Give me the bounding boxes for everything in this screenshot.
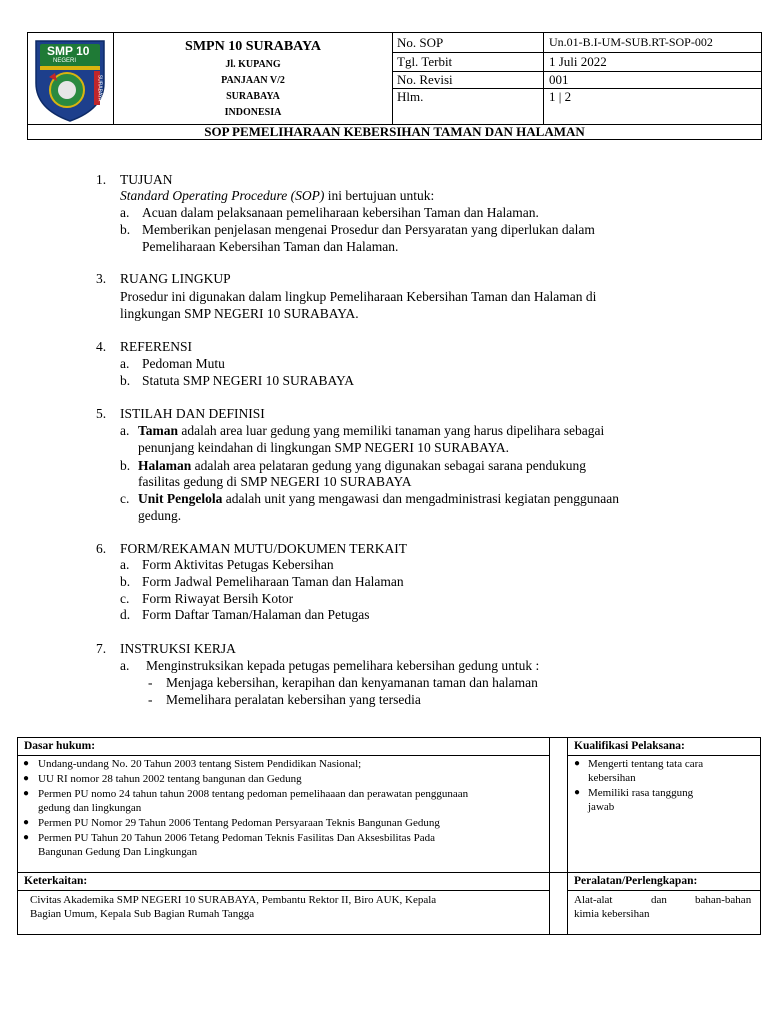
bullet-icon: ● [23,788,30,799]
meta-value-terbit: 1 Juli 2022 [549,54,607,69]
dasar-item-1: Undang-undang No. 20 Tahun 2003 tentang Sistem Pendidikan Nasional; [38,758,362,770]
section-4-item-a-mark: a. [120,356,130,371]
keterkaitan-line2: Bagian Umum, Kepala Sub Bagian Rumah Tangga [30,908,255,920]
term-taman: Taman [138,423,179,438]
header-table [27,32,762,140]
logo-top-text: SMP 10 [47,44,90,58]
dash-marker-2: - [148,692,153,707]
peralatan-word-3: bahan-bahan [695,894,752,906]
section-1-intro-italic: Standard Operating Procedure (SOP) [120,188,325,203]
keterkaitan-line1: Civitas Akademika SMP NEGERI 10 SURABAYA, Pembantu Rektor II, Biro AUK, Kepala [30,894,437,906]
info-table [17,737,761,935]
section-1-number: 1. [96,172,107,187]
meta-value-sop: Un.01-B.I-UM-SUB.RT-SOP-002 [549,35,713,49]
bullet-icon: ● [574,758,581,769]
bullet-icon: ● [23,773,30,784]
section-6-item-a: Form Aktivitas Petugas Kebersihan [142,557,334,572]
section-1-intro-rest: ini bertujuan untuk: [324,188,435,203]
section-7-heading: INSTRUKSI KERJA [120,641,236,656]
school-logo [31,35,109,123]
dasar-item-5-line1: Permen PU Tahun 20 Tahun 2006 Tetang Pedoman Teknis Fasilitas Dan Aksesbilitas Pada [38,832,435,844]
section-4-number: 4. [96,339,107,354]
kualifikasi-item-1-line2: kebersihan [588,772,636,784]
section-6-number: 6. [96,541,107,556]
section-7-number: 7. [96,641,107,656]
section-5-item-c: Unit Pengelola adalah unit yang mengawasi dan mengadministrasi kegiatan penggunaan [138,491,620,506]
section-5-item-a: Taman adalah area luar gedung yang memiliki tanaman yang harus dipelihara sebagai [138,423,605,438]
peralatan-word-2: dan [651,894,667,906]
section-1-intro [120,187,434,204]
peralatan-title: Peralatan/Perlengkapan: [574,875,698,887]
section-3-line2: lingkungan SMP NEGERI 10 SURABAYA. [120,306,359,321]
section-6-item-b: Form Jadwal Pemeliharaan Taman dan Halaman [142,574,404,589]
term-unit-pengelola: Unit Pengelola [138,491,223,506]
bullet-icon: ● [23,758,30,769]
bullet-icon: ● [23,832,30,843]
section-6-item-c: Form Riwayat Bersih Kotor [142,591,294,606]
logo-sub-text: NEGERI [53,58,77,64]
meta-value-revisi: 001 [549,72,569,87]
section-4-item-b-mark: b. [120,373,131,388]
section-5-number: 5. [96,406,107,421]
school-address-4: INDONESIA [224,107,282,118]
sop-title: SOP PEMELIHARAAN KEBERSIHAN TAMAN DAN HALAMAN [204,124,585,139]
logo-side-text: SURABAYA [96,74,103,102]
section-1-heading: TUJUAN [120,172,173,187]
keterkaitan-title: Keterkaitan: [24,875,88,887]
dasar-item-2: UU RI nomor 28 tahun 2002 tentang bangunan dan Gedung [38,773,302,785]
section-7-dash-2: Memelihara peralatan kebersihan yang tersedia [166,692,421,707]
section-5-item-a-cont: penunjang keindahan di lingkungan SMP NEGERI 10 SURABAYA. [138,440,509,455]
dash-marker-1: - [148,675,153,690]
kualifikasi-item-2-line2: jawab [588,801,615,813]
peralatan-word-1: Alat-alat [574,894,613,906]
kualifikasi-item-2-line1: Memiliki rasa tanggung [588,787,694,799]
section-3-heading: RUANG LINGKUP [120,271,231,286]
kualifikasi-item-1-line1: Mengerti tentang tata cara [588,758,704,770]
section-7-item-a: Menginstruksikan kepada petugas pemelihara kebersihan gedung untuk : [146,658,540,673]
meta-value-hlm: 1 | 2 [549,89,572,104]
dasar-item-3-line1: Permen PU nomo 24 tahun tahun 2008 tentang pedoman pemelihaaan dan perawatan penggunaan [38,788,469,800]
section-1-item-b-line2: Pemeliharaan Kebersihan Taman dan Halaman. [142,239,399,254]
school-address-3: SURABAYA [226,91,280,102]
dasar-hukum-title: Dasar hukum: [24,740,96,752]
dasar-item-3-line2: gedung dan lingkungan [38,802,142,814]
section-5-heading: ISTILAH DAN DEFINISI [120,406,265,421]
kualifikasi-title: Kualifikasi Pelaksana: [574,740,685,752]
bullet-icon: ● [23,817,30,828]
section-5-item-a-mark: a. [120,423,130,438]
section-4-item-b: Statuta SMP NEGERI 10 SURABAYA [142,373,355,388]
section-5-item-c-mark: c. [120,491,130,506]
section-1-item-b-mark: b. [120,222,131,237]
meta-label-revisi: No. Revisi [397,72,453,87]
section-7-dash-1: Menjaga kebersihan, kerapihan dan kenyamanan taman dan halaman [166,675,538,690]
dasar-item-5-line2: Bangunan Gedung Dan Lingkungan [38,846,198,858]
school-info [114,33,392,120]
section-3-number: 3. [96,271,107,286]
bullet-icon: ● [574,787,581,798]
school-address-1: Jl. KUPANG [225,59,281,70]
meta-label-terbit: Tgl. Terbit [397,54,453,69]
section-6-item-d: Form Daftar Taman/Halaman dan Petugas [142,607,370,622]
section-5-item-b-mark: b. [120,458,131,473]
section-3-line1: Prosedur ini digunakan dalam lingkup Pemeliharaan Kebersihan Taman dan Halaman di [120,289,597,304]
section-4-heading: REFERENSI [120,339,193,354]
section-4-item-a: Pedoman Mutu [142,356,225,371]
section-1-item-a-mark: a. [120,205,130,220]
section-1-item-b-line1: Memberikan penjelasan mengenai Prosedur dan Persyaratan yang diperlukan dalam [142,222,595,237]
section-6-item-b-mark: b. [120,574,131,589]
section-6-item-c-mark: c. [120,591,130,606]
section-5-item-b: Halaman adalah area pelataran gedung yang digunakan sebagai sarana pendukung [138,458,586,473]
school-name: SMPN 10 SURABAYA [185,39,321,54]
meta-label-sop: No. SOP [397,35,444,50]
term-halaman: Halaman [138,458,192,473]
peralatan-line2: kimia kebersihan [574,908,650,920]
meta-label-hlm: Hlm. [397,89,424,104]
dasar-item-4: Permen PU Nomor 29 Tahun 2006 Tentang Pedoman Persyaraan Teknis Bangunan Gedung [38,817,440,829]
section-5-item-b-cont: fasilitas gedung di SMP NEGERI 10 SURABAYA [138,474,412,489]
section-7-item-a-mark: a. [120,658,130,673]
section-5-item-c-cont: gedung. [138,508,182,523]
school-address-2: PANJAAN V/2 [221,75,285,86]
section-6-heading: FORM/REKAMAN MUTU/DOKUMEN TERKAIT [120,541,408,556]
section-1-item-a: Acuan dalam pelaksanaan pemeliharaan kebersihan Taman dan Halaman. [142,205,539,220]
section-6-item-d-mark: d. [120,607,131,622]
section-6-item-a-mark: a. [120,557,130,572]
